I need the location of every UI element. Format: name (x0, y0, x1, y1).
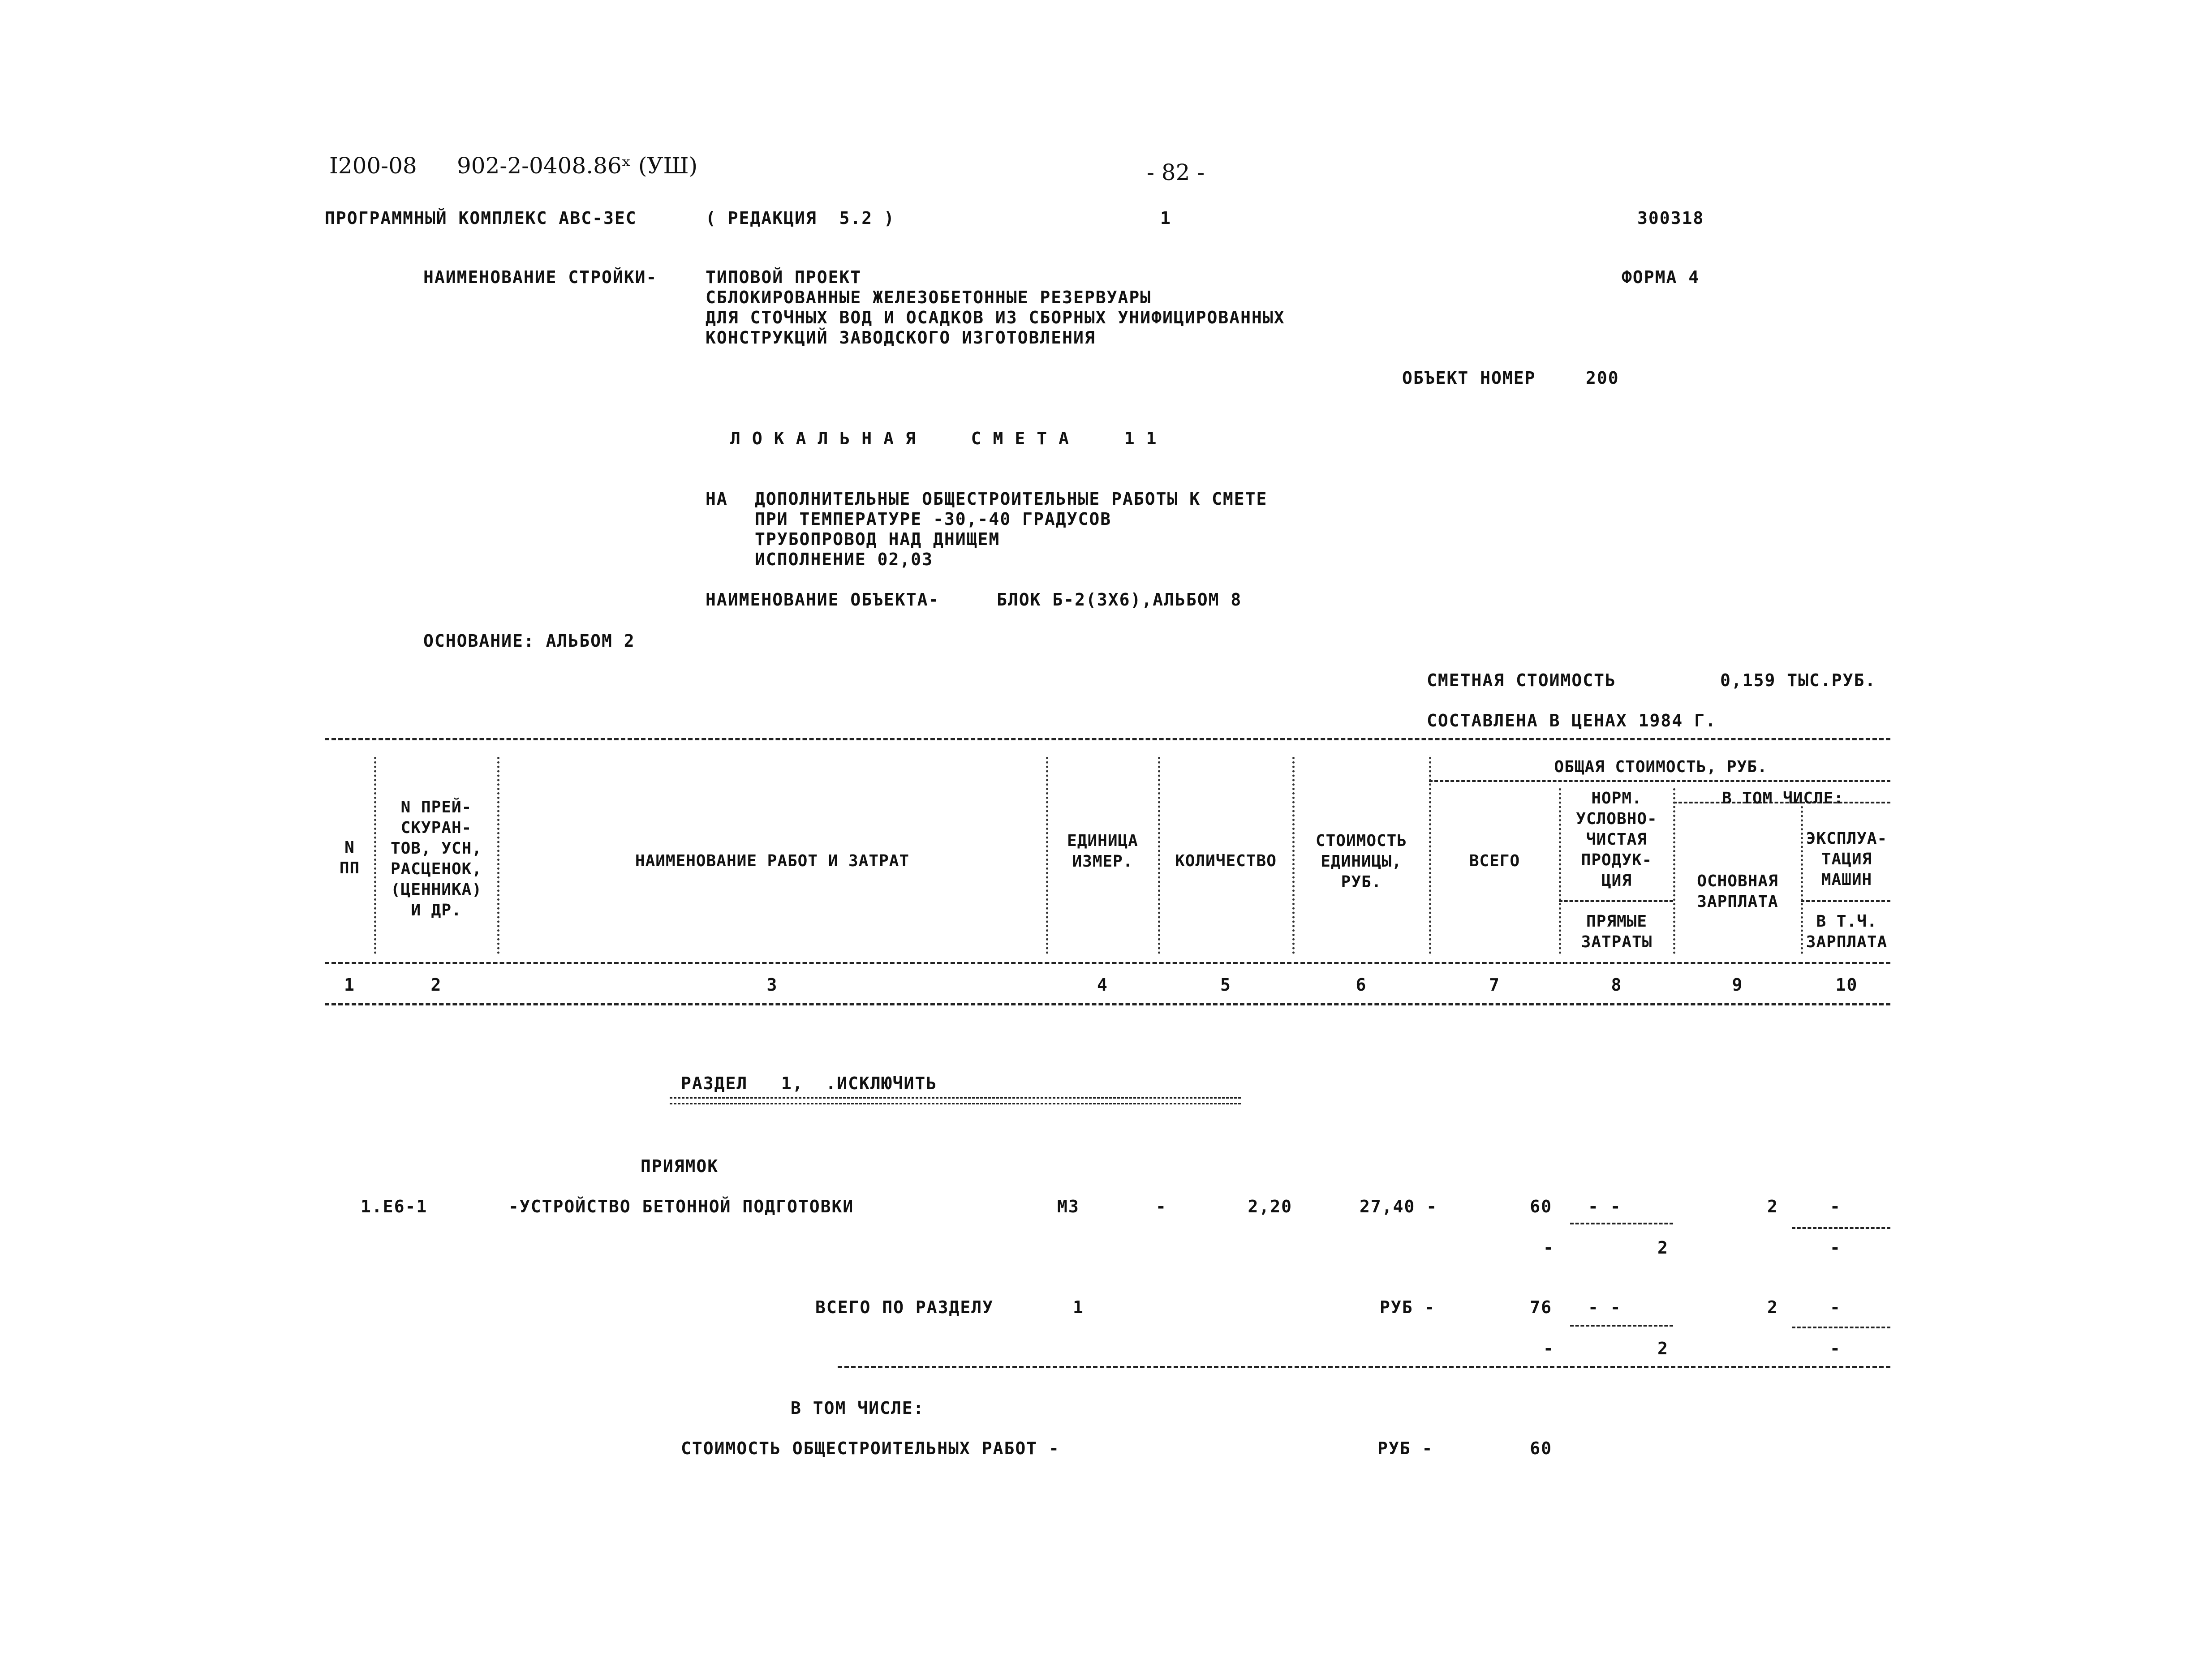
estimated-cost-label: СМЕТНАЯ СТОИМОСТЬ (1427, 670, 1616, 690)
section-total-net-product: - - (1588, 1297, 1622, 1317)
object-name-value: БЛОК Б-2(3Х6),АЛЬБОМ 8 (997, 590, 1242, 610)
section-total-machines: - (1830, 1297, 1841, 1317)
table-top-rule (325, 738, 1890, 740)
section-total-rule (838, 1366, 1890, 1368)
section-total-wages: 2 (1767, 1297, 1778, 1317)
header-including: В ТОМ ЧИСЛЕ: (1721, 789, 1844, 807)
document-code: 300318 (1637, 208, 1704, 228)
header-col-10-bottom: В Т.Ч. ЗАРПЛАТА (1806, 912, 1888, 951)
item-net-product: - - (1588, 1197, 1622, 1216)
section-title: РАЗДЕЛ 1, .ИСКЛЮЧИТЬ (681, 1074, 938, 1093)
construction-line-3: ДЛЯ СТОЧНЫХ ВОД И ОСАДКОВ ИЗ СБОРНЫХ УНИФИЦИРОВАННЫХ (706, 308, 1285, 327)
purpose-line-1: ДОПОЛНИТЕЛЬНЫЕ ОБЩЕСТРОИТЕЛЬНЫЕ РАБОТЫ К СМЕТЕ (755, 489, 1268, 509)
purpose-line-4: ИСПОЛНЕНИЕ 02,03 (755, 550, 934, 569)
construction-label: НАИМЕНОВАНИЕ СТРОЙКИ- (423, 267, 658, 287)
object-number-label: ОБЪЕКТ НОМЕР (1402, 368, 1536, 388)
column-number-4: 4 (1097, 975, 1108, 995)
header-col-9: ОСНОВНАЯ ЗАРПЛАТА (1697, 872, 1778, 911)
item-code: 1.Е6-1 (361, 1197, 428, 1216)
header-col-5: КОЛИЧЕСТВО (1175, 852, 1277, 870)
doc-code: I200-08 (329, 153, 417, 179)
item-wages: 2 (1767, 1197, 1778, 1216)
object-name-label: НАИМЕНОВАНИЕ ОБЪЕКТА- (706, 590, 940, 610)
column-number-3: 3 (766, 975, 778, 995)
form-number: ФОРМА 4 (1622, 267, 1700, 287)
page-number: - 82 - (1147, 159, 1205, 185)
purpose-line-2: ПРИ ТЕМПЕРАТУРЕ -30,-40 ГРАДУСОВ (755, 509, 1112, 529)
purpose-label: НА (706, 489, 728, 509)
column-number-9: 9 (1732, 975, 1743, 995)
construction-line-2: СБЛОКИРОВАННЫЕ ЖЕЛЕЗОБЕТОННЫЕ РЕЗЕРВУАРЫ (706, 288, 1152, 307)
total-cost-group-rule (1429, 780, 1890, 782)
header-col-4: ЕДИНИЦА ИЗМЕР. (1067, 832, 1138, 871)
header-col-1: N ПП (339, 838, 360, 877)
estimate-title: ЛОКАЛЬНАЯ СМЕТА 11 (730, 429, 1168, 448)
project-code: 902-2-0408.86ˣ (УШ) (457, 153, 698, 179)
section-total-value: 76 (1530, 1297, 1552, 1317)
section-total-machines-wages: - (1830, 1339, 1841, 1358)
column-number-7: 7 (1489, 975, 1500, 995)
header-col-3: НАИМЕНОВАНИЕ РАБОТ И ЗАТРАТ (635, 852, 910, 870)
item-quantity: 2,20 (1248, 1197, 1292, 1216)
item-total: 60 (1530, 1197, 1552, 1216)
object-number-value: 200 (1586, 368, 1619, 388)
section-total-col8-split (1570, 1325, 1673, 1327)
item-wages-2: 2 (1657, 1238, 1669, 1258)
header-col-10-top: ЭКСПЛУА- ТАЦИЯ МАШИН (1806, 829, 1888, 889)
item-unit: М3 (1057, 1197, 1080, 1216)
general-works-label: СТОИМОСТЬ ОБЩЕСТРОИТЕЛЬНЫХ РАБОТ - (681, 1439, 1060, 1458)
header-col-2: N ПРЕЙ- СКУРАН- ТОВ, УСН, РАСЦЕНОК, (ЦЕННИКА) И ДР. (390, 798, 482, 919)
header-col-8-top: НОРМ. УСЛОВНО- ЧИСТАЯ ПРОДУК- ЦИЯ (1576, 789, 1657, 890)
column-number-6: 6 (1356, 975, 1367, 995)
construction-line-1: ТИПОВОЙ ПРОЕКТ (706, 267, 862, 287)
price-level: СОСТАВЛЕНА В ЦЕНАХ 1984 Г. (1427, 711, 1717, 730)
column-number-5: 5 (1220, 975, 1231, 995)
item-dash: - (1156, 1197, 1167, 1216)
header-col-8-bottom: ПРЯМЫЕ ЗАТРАТЫ (1581, 912, 1653, 951)
col8-split-rule (1559, 900, 1673, 902)
estimated-cost-value: 0,159 ТЫС.РУБ. (1720, 670, 1876, 690)
item-name: -УСТРОЙСТВО БЕТОННОЙ ПОДГОТОВКИ (508, 1197, 854, 1216)
column-number-1: 1 (344, 975, 355, 995)
section-total-col10-split (1792, 1327, 1890, 1328)
item-col8-split (1570, 1223, 1673, 1224)
section-underline (670, 1097, 1241, 1104)
column-number-2: 2 (430, 975, 442, 995)
construction-line-4: КОНСТРУКЦИЙ ЗАВОДСКОГО ИЗГОТОВЛЕНИЯ (706, 328, 1096, 348)
header-col-7: ВСЕГО (1469, 852, 1520, 870)
item-unit-cost: 27,40 - (1360, 1197, 1438, 1216)
item-direct-costs: - (1543, 1238, 1554, 1258)
col10-split-rule (1801, 900, 1890, 902)
group-label: ПРИЯМОК (641, 1156, 719, 1176)
header-col-6: СТОИМОСТЬ ЕДИНИЦЫ, РУБ. (1315, 832, 1407, 891)
header-bottom-rule (325, 962, 1890, 964)
item-machines-wages: - (1830, 1238, 1841, 1258)
section-total-section: 1 (1073, 1297, 1084, 1317)
sheet-number: 1 (1160, 208, 1171, 228)
including-label: В ТОМ ЧИСЛЕ: (791, 1398, 925, 1418)
column-number-10: 10 (1835, 975, 1858, 995)
item-col10-split (1792, 1227, 1890, 1229)
general-works-unit: РУБ - (1377, 1439, 1433, 1458)
header-total-cost-group: ОБЩАЯ СТОИМОСТЬ, РУБ. (1554, 758, 1768, 776)
column-number-8: 8 (1611, 975, 1622, 995)
program-edition: ( РЕДАКЦИЯ 5.2 ) (706, 208, 895, 228)
table-numbers-rule (325, 1003, 1890, 1005)
program-name: ПРОГРАММНЫЙ КОМПЛЕКС АВС-3ЕС (325, 208, 637, 228)
section-total-unit: РУБ - (1380, 1297, 1436, 1317)
item-machines: - (1830, 1197, 1841, 1216)
section-total-wages-2: 2 (1657, 1339, 1669, 1358)
section-total-direct-costs: - (1543, 1339, 1554, 1358)
section-total-label: ВСЕГО ПО РАЗДЕЛУ (815, 1297, 994, 1317)
general-works-value: 60 (1530, 1439, 1552, 1458)
basis: ОСНОВАНИЕ: АЛЬБОМ 2 (423, 631, 635, 651)
purpose-line-3: ТРУБОПРОВОД НАД ДНИЩЕМ (755, 529, 1000, 549)
